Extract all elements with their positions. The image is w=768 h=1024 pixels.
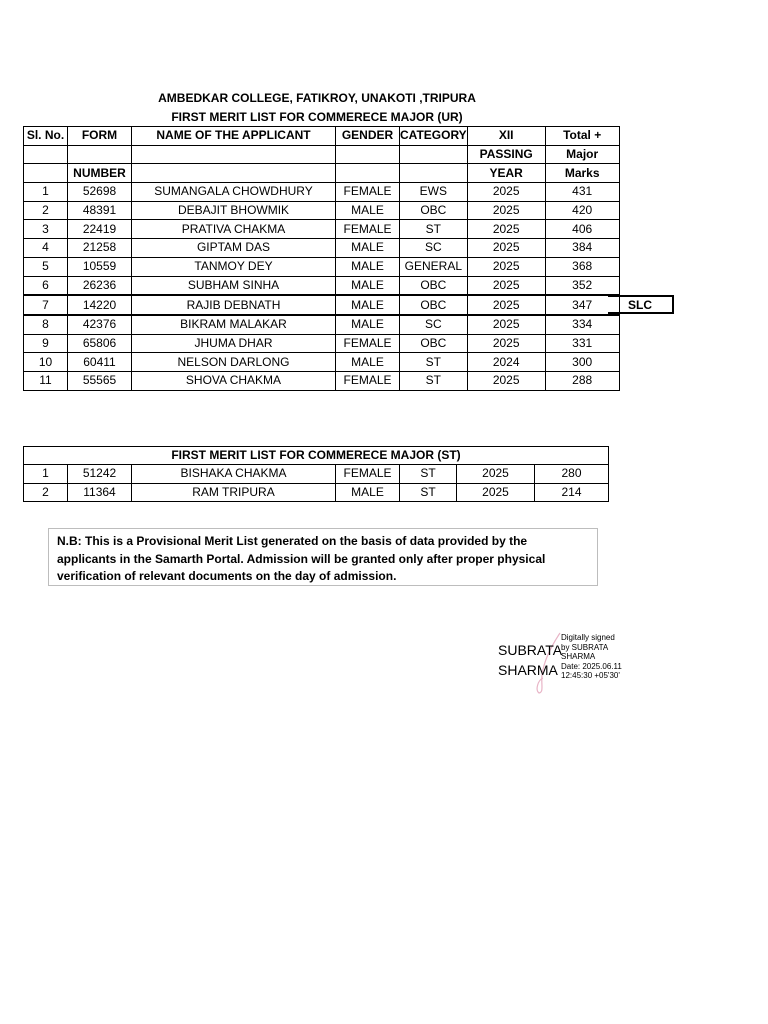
ur-data-cell: OBC (400, 334, 468, 353)
provisional-note (48, 528, 598, 586)
ur-data-cell: 26236 (68, 276, 132, 295)
ur-header-cell: CATEGORY (400, 127, 468, 146)
ur-header-cell: NUMBER (68, 164, 132, 183)
ur-data-cell: 22419 (68, 220, 132, 239)
signature-detail-line: by SUBRATA (561, 642, 609, 652)
ur-data-cell: 2025 (467, 371, 545, 390)
ur-data-cell: SC (400, 315, 468, 334)
ur-data-cell: 42376 (68, 315, 132, 334)
ur-data-row (24, 334, 620, 353)
signature-detail-line: 12:45:30 +05'30' (561, 671, 620, 681)
ur-data-cell: 2025 (467, 239, 545, 258)
ur-header-row (24, 145, 620, 164)
ur-data-cell: SHOVA CHAKMA (132, 371, 336, 390)
slc-flag: SLC (608, 295, 674, 314)
ur-data-cell: OBC (400, 201, 468, 220)
st-data-cell: 280 (535, 465, 609, 484)
ur-data-cell: 2025 (467, 257, 545, 276)
ur-data-cell: SUBHAM SINHA (132, 276, 336, 295)
ur-data-cell: 331 (545, 334, 619, 353)
ur-data-cell: SUMANGALA CHOWDHURY (132, 183, 336, 202)
ur-data-cell: OBC (400, 276, 468, 295)
ur-data-cell: DEBAJIT BHOWMIK (132, 201, 336, 220)
ur-data-cell: 52698 (68, 183, 132, 202)
ur-header-cell (132, 164, 336, 183)
ur-data-cell: GIPTAM DAS (132, 239, 336, 258)
ur-header-cell: GENDER (336, 127, 400, 146)
signature-detail-line: Digitally signed (561, 633, 615, 642)
signature-detail-line: SHARMA (561, 652, 596, 662)
st-data-cell: 11364 (68, 483, 132, 502)
ur-data-cell: NELSON DARLONG (132, 353, 336, 372)
ur-header-cell (400, 145, 468, 164)
ur-header-row (24, 127, 620, 146)
st-data-cell: BISHAKA CHAKMA (132, 465, 336, 484)
ur-data-cell: 65806 (68, 334, 132, 353)
st-data-cell: 51242 (68, 465, 132, 484)
ur-data-cell: 4 (24, 239, 68, 258)
ur-data-row (24, 183, 620, 202)
ur-merit-table (23, 126, 620, 391)
ur-data-cell: 14220 (68, 295, 132, 315)
ur-data-cell: 55565 (68, 371, 132, 390)
st-table-body (24, 465, 609, 502)
ur-data-cell: 288 (545, 371, 619, 390)
ur-header-cell (132, 145, 336, 164)
ur-data-cell: MALE (336, 257, 400, 276)
ur-data-cell: MALE (336, 295, 400, 315)
ur-data-cell: 420 (545, 201, 619, 220)
st-data-row (24, 483, 609, 502)
ur-header-cell (336, 145, 400, 164)
ur-data-cell: FEMALE (336, 183, 400, 202)
ur-data-cell: 347 (545, 295, 619, 315)
ur-data-cell: ST (400, 353, 468, 372)
ur-data-cell: 2025 (467, 334, 545, 353)
ur-data-cell: 1 (24, 183, 68, 202)
ur-data-cell: ST (400, 220, 468, 239)
ur-header-cell: NAME OF THE APPLICANT (132, 127, 336, 146)
ur-data-cell: 352 (545, 276, 619, 295)
ur-data-cell: 3 (24, 220, 68, 239)
ur-data-cell: FEMALE (336, 220, 400, 239)
st-data-cell: ST (400, 465, 457, 484)
ur-data-cell: MALE (336, 353, 400, 372)
ur-header-cell (24, 145, 68, 164)
st-data-cell: 214 (535, 483, 609, 502)
ur-data-cell: 2025 (467, 201, 545, 220)
ur-data-cell: FEMALE (336, 334, 400, 353)
ur-data-cell: 21258 (68, 239, 132, 258)
ur-data-cell: 2024 (467, 353, 545, 372)
st-data-row (24, 465, 609, 484)
note-line: verification of relevant documents on the day of admission. (57, 569, 397, 583)
ur-header-cell: Total + (545, 127, 619, 146)
ur-data-cell: GENERAL (400, 257, 468, 276)
ur-data-cell: 2025 (467, 183, 545, 202)
ur-data-cell: 9 (24, 334, 68, 353)
ur-data-cell: 6 (24, 276, 68, 295)
ur-data-cell: 2025 (467, 220, 545, 239)
st-data-cell: 2025 (457, 483, 535, 502)
ur-table-body (24, 183, 620, 391)
ur-header-row (24, 164, 620, 183)
ur-data-cell: MALE (336, 276, 400, 295)
ur-data-cell: MALE (336, 201, 400, 220)
ur-data-row (24, 239, 620, 258)
ur-data-cell: PRATIVA CHAKMA (132, 220, 336, 239)
ur-data-cell: SC (400, 239, 468, 258)
ur-data-cell: 11 (24, 371, 68, 390)
ur-data-cell: FEMALE (336, 371, 400, 390)
ur-header-cell (400, 164, 468, 183)
note-line: N.B: This is a Provisional Merit List generated on the basis of data provided by the (57, 534, 528, 548)
ur-data-cell: 5 (24, 257, 68, 276)
college-title: AMBEDKAR COLLEGE, FATIKROY, UNAKOTI ,TRIPURA (158, 91, 476, 105)
st-data-cell: 2 (24, 483, 68, 502)
st-data-cell: FEMALE (336, 465, 400, 484)
ur-data-row (24, 353, 620, 372)
ur-data-cell: RAJIB DEBNATH (132, 295, 336, 315)
ur-data-row (24, 315, 620, 334)
note-line: applicants in the Samarth Portal. Admission will be granted only after proper physical (57, 551, 546, 566)
st-list-title: FIRST MERIT LIST FOR COMMERECE MAJOR (ST) (23, 446, 609, 465)
ur-data-cell: 431 (545, 183, 619, 202)
ur-data-cell: 2025 (467, 315, 545, 334)
ur-header-cell: Sl. No. (24, 127, 68, 146)
ur-data-cell: 2 (24, 201, 68, 220)
ur-list-title: FIRST MERIT LIST FOR COMMERECE MAJOR (UR) (171, 110, 463, 124)
signer-name (498, 640, 562, 680)
st-data-cell: 2025 (457, 465, 535, 484)
ur-data-cell: 60411 (68, 353, 132, 372)
ur-data-row (24, 276, 620, 295)
signer-name-line: SUBRATA (498, 642, 563, 658)
ur-header-cell: XII (467, 127, 545, 146)
ur-data-row (24, 220, 620, 239)
ur-header-cell (336, 164, 400, 183)
ur-header-cell: Marks (545, 164, 619, 183)
ur-data-cell: 368 (545, 257, 619, 276)
ur-data-cell: 2025 (467, 276, 545, 295)
st-data-cell: 1 (24, 465, 68, 484)
st-data-cell: MALE (336, 483, 400, 502)
ur-data-cell: 8 (24, 315, 68, 334)
ur-header-cell: YEAR (467, 164, 545, 183)
ur-data-cell: MALE (336, 315, 400, 334)
signer-name-line: SHARMA (498, 662, 558, 678)
ur-data-cell: OBC (400, 295, 468, 315)
ur-header-cell (24, 164, 68, 183)
ur-data-cell: BIKRAM MALAKAR (132, 315, 336, 334)
ur-table-header (24, 127, 620, 183)
ur-data-cell: MALE (336, 239, 400, 258)
ur-data-cell: 384 (545, 239, 619, 258)
ur-header-cell: PASSING (467, 145, 545, 164)
ur-data-cell: 406 (545, 220, 619, 239)
ur-header-cell (68, 145, 132, 164)
ur-data-cell: EWS (400, 183, 468, 202)
st-merit-table (23, 464, 609, 502)
signature-details (561, 633, 622, 681)
ur-data-cell: 10559 (68, 257, 132, 276)
ur-data-cell: 300 (545, 353, 619, 372)
ur-data-cell: 7 (24, 295, 68, 315)
ur-data-cell: 48391 (68, 201, 132, 220)
ur-data-row (24, 371, 620, 390)
ur-data-cell: 334 (545, 315, 619, 334)
ur-data-row (24, 257, 620, 276)
ur-data-row (24, 201, 620, 220)
ur-data-cell: TANMOY DEY (132, 257, 336, 276)
ur-data-cell: ST (400, 371, 468, 390)
st-data-cell: RAM TRIPURA (132, 483, 336, 502)
ur-data-cell: 2025 (467, 295, 545, 315)
ur-data-cell: JHUMA DHAR (132, 334, 336, 353)
ur-data-row (24, 295, 620, 315)
st-data-cell: ST (400, 483, 457, 502)
signature-detail-line: Date: 2025.06.11 (561, 661, 622, 671)
ur-data-cell: 10 (24, 353, 68, 372)
ur-header-cell: FORM (68, 127, 132, 146)
ur-header-cell: Major (545, 145, 619, 164)
